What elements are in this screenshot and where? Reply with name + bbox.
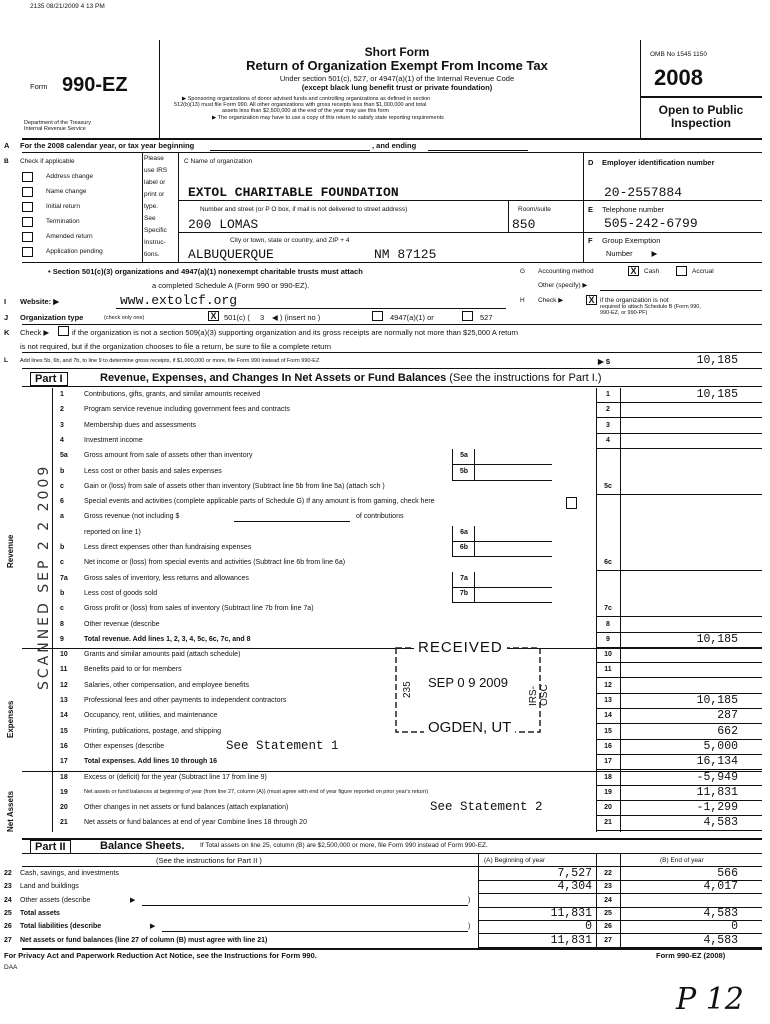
f-label: F (588, 236, 593, 245)
c-label: C Name of organization (184, 158, 253, 165)
stamp-received: RECEIVED (414, 640, 507, 656)
bs-col-b-value: 566 (717, 867, 738, 880)
line-amount: 10,185 (696, 694, 738, 707)
line-number: 6 (60, 498, 64, 505)
sub-line-ref: 7a (460, 575, 468, 582)
org-type-small: (check only one) (104, 315, 145, 321)
line-description: Gross sales of inventory, less returns and allowances (84, 575, 249, 582)
501c-insert: ◀ ) (insert no ) (272, 313, 321, 322)
line-description: Salaries, other compensation, and employee benefits (84, 682, 249, 689)
bs-line-ref: 26 (604, 923, 612, 930)
stamp-date: SEP 0 9 2009 (428, 675, 508, 690)
schedule-b-checkbox[interactable]: X (586, 295, 597, 305)
line-amount: 662 (717, 725, 738, 738)
line-amount: 5,000 (703, 740, 738, 753)
line-ref-number: 10 (604, 651, 612, 658)
bs-col-a-value: 0 (585, 920, 592, 933)
check-b-item-label: Name change (46, 188, 87, 195)
footer-form: Form 990-EZ (2008) (656, 951, 726, 960)
line-description: Program service revenue including government fees and contracts (84, 406, 290, 413)
tax-year: 2008 (654, 65, 703, 90)
line-amount: 16,134 (696, 755, 738, 768)
line-description: Less direct expenses other than fundraising expenses (84, 544, 252, 551)
bs-col-a-value: 11,831 (550, 934, 592, 947)
line-ref-number: 5c (604, 483, 612, 490)
501c-insert-value: 3 (260, 313, 265, 322)
line-description: Special events and activities (complete applicable parts of Schedule G) If any amount is from gaming, check here (84, 498, 435, 505)
note-line-4: ▶ The organization may have to use a copy of this return to satisfy state reporting requirements (212, 115, 444, 121)
h-text-2: required to attach Schedule B (Form 990, (600, 304, 701, 310)
org-name: EXTOL CHARITABLE FOUNDATION (188, 185, 399, 200)
line-l-dollar: ▶ $ (598, 357, 611, 366)
check-b-box-3[interactable] (22, 217, 33, 227)
line-ref-number: 8 (606, 621, 610, 628)
line-description: Other changes in net assets or fund balances (attach explanation) (84, 804, 289, 811)
bs-line-number: 22 (4, 870, 12, 877)
line-number: 21 (60, 819, 68, 826)
accrual-checkbox[interactable] (676, 266, 687, 276)
bs-col-a-value: 11,831 (550, 907, 592, 920)
ein-value: 20-2557884 (604, 185, 683, 200)
line-description: Total expenses. Add lines 10 through 16 (84, 758, 218, 765)
city-value: ALBUQUERQUE (188, 247, 274, 262)
please-label: Specific (144, 227, 167, 234)
bs-line-ref: 22 (604, 870, 612, 877)
527-label: 527 (480, 313, 493, 322)
line-ref-number: 4 (606, 437, 610, 444)
bs-col-a-value: 4,304 (557, 880, 592, 893)
line-ref-number: 13 (604, 697, 612, 704)
bs-line-ref: 23 (604, 883, 612, 890)
note-line-3: assets less than $2,500,000 at the end of the year may use this form (222, 108, 389, 114)
bs-line-description: Cash, savings, and investments (20, 870, 119, 877)
line-description: Gross amount from sale of assets other than inventory (84, 452, 253, 459)
line-ref-number: 2 (606, 406, 610, 413)
line-number: 7a (60, 575, 68, 582)
section-501-text: • Section 501(c)(3) organizations and 4947(a)(1) nonexempt charitable trusts must attach (48, 267, 363, 276)
bs-col-b-value: 0 (731, 920, 738, 933)
line-number: 14 (60, 712, 68, 719)
line-number: 8 (60, 621, 64, 628)
gaming-checkbox[interactable] (566, 497, 577, 509)
col-a-header: (A) Beginning of year (484, 857, 546, 864)
bs-line-number: 26 (4, 923, 12, 930)
line-description: Less cost of goods sold (84, 590, 158, 597)
bs-line-description: Land and buildings (20, 883, 79, 890)
line-number: 3 (60, 422, 64, 429)
line-description: Occupancy, rent, utilities, and maintenance (84, 712, 218, 719)
line-number: 1 (60, 391, 64, 398)
line-number: a (60, 513, 64, 520)
room-label: Room/suite (518, 206, 551, 213)
phone-value: 505-242-6799 (604, 216, 698, 231)
side-scan-stamp: SCANNED SEP 2 2 2009 (36, 463, 52, 690)
bs-line-number: 27 (4, 937, 12, 944)
line-number: b (60, 590, 65, 597)
d-label: D (588, 158, 594, 167)
4947-checkbox[interactable] (372, 311, 383, 321)
note-line-2: 512(b)(13) must file Form 990. All other organizations with gross receipts less than $1,000,000 and total (174, 102, 427, 108)
check-b-item-label: Initial return (46, 203, 80, 210)
line-l-value: 10,185 (696, 354, 738, 367)
check-b-item-label: Amended return (46, 233, 93, 240)
line-description: Contributions, gifts, grants, and similar amounts received (84, 391, 261, 398)
line-description: Gross profit or (loss) from sales of inventory (Subtract line 7b from line 7a) (84, 605, 314, 612)
line-description: Membership dues and assessments (84, 422, 197, 429)
line-description: Gross revenue (not including $ (84, 513, 180, 520)
state-zip-value: NM 87125 (374, 247, 437, 262)
line-statement-ref: See Statement 2 (430, 800, 543, 814)
other-specify-label: Other (specify) ▶ (538, 282, 588, 289)
line-number: c (60, 483, 64, 490)
line-description-b: of contributions (356, 513, 404, 520)
line-description: Printing, publications, postage, and shipping (84, 728, 221, 735)
line-number: b (60, 544, 65, 551)
form-title: Return of Organization Exempt From Income Tax (246, 58, 548, 73)
line-number: c (60, 559, 64, 566)
phone-label: Telephone number (602, 205, 665, 214)
omb-number: OMB No 1545 1150 (650, 51, 707, 58)
footer-privacy: For Privacy Act and Paperwork Reduction Act Notice, see the Instructions for Form 990. (4, 951, 317, 960)
except-text: (except black lung benefit trust or private foundation) (301, 83, 493, 92)
line-k-text3: is not required, but if the organization chooses to file a return, be sure to file a complete return (20, 342, 332, 351)
bs-line-ref: 27 (604, 937, 612, 944)
check-b-box-2[interactable] (22, 202, 33, 212)
org-type-text: Organization type (20, 313, 84, 322)
check-b-item-label: Application pending (46, 248, 103, 255)
4947-label: 4947(a)(1) or (390, 313, 434, 322)
room-value: 850 (512, 217, 536, 232)
line-ref-number: 9 (606, 636, 610, 643)
line-description: Net income or (loss) from special events and activities (Subtract line 6b from line 6a) (84, 559, 346, 566)
cash-label: Cash (644, 268, 660, 275)
line-number: 18 (60, 774, 68, 781)
h-text-3: 990-EZ, or 990-PF) (600, 310, 648, 316)
check-b-item-label: Address change (46, 173, 93, 180)
line-ref-number: 19 (604, 789, 612, 796)
line-amount: 10,185 (696, 633, 738, 646)
line-description: reported on line 1) (84, 529, 141, 536)
part2-see: (See the instructions for Part II ) (156, 856, 262, 865)
line-description: Professional fees and other payments to independent contractors (84, 697, 287, 704)
please-label: Instruc- (144, 239, 166, 246)
cash-checkbox[interactable]: X (628, 266, 639, 276)
bs-line-description: Total liabilities (describe (20, 923, 102, 930)
ein-label: Employer identification number (602, 158, 715, 167)
sub-line-ref: 6a (460, 529, 468, 536)
sub-line-ref: 6b (459, 544, 469, 551)
line-ref-number: 6c (604, 559, 612, 566)
part2-note: If Total assets on line 25, column (B) are $2,500,000 or more, file Form 990 instead of Form 990-EZ. (200, 842, 488, 849)
line-a-text: For the 2008 calendar year, or tax year beginning (20, 141, 195, 150)
bs-line-ref: 24 (604, 897, 612, 904)
part2-label: Part II (30, 840, 71, 854)
bs-line-description: Total assets (20, 910, 60, 917)
section-501-text2: a completed Schedule A (Form 990 or 990-EZ). (152, 281, 310, 290)
group-number-label: Number ▶ (606, 249, 658, 258)
check-b-title: Check if applicable (20, 158, 75, 165)
org-type-label: J (4, 313, 9, 322)
h-check-label: Check ▶ (538, 297, 564, 304)
please-label: See (144, 215, 156, 222)
line-number: 20 (60, 804, 68, 811)
bs-col-b-value: 4,583 (703, 907, 738, 920)
line-description: Other expenses (describe (84, 743, 165, 750)
line-ref-number: 1 (606, 391, 610, 398)
line-k-text: if the organization is not a section 509(a)(3) supporting organization and its gross receipts are normally not more than $25,000 A return (72, 328, 519, 337)
stamp-right: IRS-OSC (528, 684, 550, 706)
check-b-box-4[interactable] (22, 232, 33, 242)
line-description: Benefits paid to or for members (84, 666, 182, 673)
check-b-item-label: Termination (46, 218, 80, 225)
form-header (22, 18, 762, 138)
website-label: I (4, 297, 7, 306)
line-description: Gain or (loss) from sale of assets other than inventory (Subtract line 5b from line 5a) (attach sch ) (84, 483, 385, 490)
e-label: E (588, 205, 594, 214)
bs-col-a-value: 7,527 (557, 867, 592, 880)
line-description: Other revenue (describe (84, 621, 160, 628)
line-ref-number: 15 (604, 728, 612, 735)
line-a-ending: , and ending (372, 141, 417, 150)
group-label: Group Exemption (602, 236, 661, 245)
bs-col-b-value: 4,583 (703, 934, 738, 947)
part1-label: Part I (30, 372, 68, 386)
open-public-2: Inspection (670, 116, 731, 130)
part1-title: Revenue, Expenses, and Changes In Net Assets or Fund Balances (See the instructions for Part I.) (100, 372, 602, 384)
line-ref-number: 21 (604, 819, 612, 826)
line-ref-number: 11 (604, 666, 612, 673)
stamp-left: 235 (402, 681, 413, 698)
website-url[interactable]: www.extolcf.org (120, 293, 238, 308)
line-number: b (60, 468, 65, 475)
line-l-label: L (4, 357, 8, 364)
bs-col-b-value: 4,017 (703, 880, 738, 893)
line-ref-number: 18 (604, 774, 612, 781)
check-b-label: B (4, 158, 9, 165)
line-description: Investment income (84, 437, 143, 444)
please-label: type. (144, 203, 159, 210)
col-b-header: (B) End of year (660, 857, 704, 864)
line-description: Grants and similar amounts paid (attach schedule) (84, 651, 241, 658)
check-b-box-5[interactable] (22, 247, 33, 257)
check-b-box-1[interactable] (22, 187, 33, 197)
line-a-label: A (4, 141, 10, 150)
line-description: Total revenue. Add lines 1, 2, 3, 4, 5c, 6c, 7c, and 8 (84, 636, 251, 643)
check-b-box-0[interactable] (22, 172, 33, 182)
line-k-check: Check ▶ (20, 328, 50, 337)
line-amount: 287 (717, 709, 738, 722)
form-number: 990-EZ (62, 74, 128, 96)
line-number: 13 (60, 697, 68, 704)
handwritten-page-number: P 12 (676, 982, 744, 1017)
accounting-label: Accounting method (538, 268, 594, 275)
line-number: 10 (60, 651, 68, 658)
line-l-text: Add lines 5b, 6b, and 7b, to line 9 to determine gross receipts, if $1,000,000 or more, file Form 990 instead of Form 990-EZ (20, 358, 320, 364)
501c-checkbox[interactable]: X (208, 311, 219, 321)
g-label: G (520, 268, 526, 275)
line-ref-number: 14 (604, 712, 612, 719)
h-text-1: if the organization is not (600, 297, 669, 304)
open-public-1: Open to Public (658, 103, 744, 117)
side-revenue-label: Revenue (6, 534, 15, 568)
line-number: 16 (60, 743, 68, 750)
line-k-checkbox[interactable] (58, 326, 69, 336)
line-ref-number: 3 (606, 422, 610, 429)
note-line-1: ▶ Sponsoring organizations of donor advised funds and controlling organizations as defined in section (182, 96, 431, 102)
line-ref-number: 20 (604, 804, 612, 811)
line-number: 12 (60, 682, 68, 689)
under-section: Under section 501(c), 527, or 4947(a)(1) of the Internal Revenue Code (279, 74, 515, 83)
line-amount: -1,299 (696, 801, 738, 814)
website-text: Website: ▶ (20, 297, 59, 306)
line-number: 9 (60, 636, 64, 643)
line-ref-number: 7c (604, 605, 612, 612)
please-label: tions. (144, 251, 160, 258)
sub-line-ref: 5b (459, 468, 469, 475)
line-ref-number: 17 (604, 758, 612, 765)
street-label: Number and street (or P O box, if mail is not delivered to street address) (200, 206, 408, 213)
line-ref-number: 16 (604, 743, 612, 750)
h-label: H (520, 297, 525, 304)
street-value: 200 LOMAS (188, 217, 259, 232)
stamp-city: OGDEN, UT (424, 720, 515, 736)
line-statement-ref: See Statement 1 (226, 739, 339, 753)
line-number: 5a (60, 452, 68, 459)
side-expenses-label: Expenses (6, 700, 15, 738)
line-k-label: K (4, 328, 10, 337)
irs-label: Internal Revenue Service (24, 126, 86, 132)
please-label: print or (144, 191, 165, 198)
dept-label: Department of the Treasury (24, 120, 91, 126)
line-number: 4 (60, 437, 64, 444)
line-amount: 4,583 (703, 816, 738, 829)
footer-daa: DAA (4, 964, 18, 971)
please-label: label or (144, 179, 166, 186)
line-description: Net assets or fund balances at end of year Combine lines 18 through 20 (84, 819, 307, 826)
527-checkbox[interactable] (462, 311, 473, 321)
part2-title: Balance Sheets. (100, 840, 185, 852)
line-number: 19 (60, 789, 68, 796)
bs-line-ref: 25 (604, 910, 612, 917)
line-description: Excess or (deficit) for the year (Subtract line 17 from line 9) (84, 774, 267, 781)
line-number: 2 (60, 406, 64, 413)
please-label: use IRS (144, 167, 168, 174)
short-form-title: Short Form (364, 45, 430, 59)
city-label: City or town, state or country, and ZIP + 4 (230, 237, 350, 244)
line-amount: -5,949 (696, 771, 738, 784)
fax-stamp: 2135 08/21/2009 4 13 PM (30, 3, 105, 10)
sub-line-ref: 5a (460, 452, 468, 459)
bs-line-description: Net assets or fund balances (line 27 of column (B) must agree with line 21) (20, 937, 268, 944)
accrual-label: Accrual (692, 268, 714, 275)
line-description: Less cost or other basis and sales expenses (84, 468, 222, 475)
bs-line-number: 24 (4, 897, 12, 904)
line-number: 17 (60, 758, 68, 765)
sub-line-ref: 7b (459, 590, 469, 597)
line-amount: 10,185 (696, 388, 738, 401)
side-net-assets-label: Net Assets (6, 790, 15, 832)
bs-line-number: 23 (4, 883, 12, 890)
form-label: Form (30, 82, 48, 91)
501c-label: 501(c) ( (224, 313, 250, 322)
line-number: 15 (60, 728, 68, 735)
line-description: Net assets or fund balances at beginning of year (from line 27, column (A)) (must agree with end of year figure reported on prior year's return) (84, 789, 429, 795)
line-ref-number: 12 (604, 682, 612, 689)
please-label: Please (144, 155, 164, 162)
line-number: 11 (60, 666, 68, 673)
bs-line-number: 25 (4, 910, 12, 917)
line-number: c (60, 605, 64, 612)
line-amount: 11,831 (696, 786, 738, 799)
received-stamp (388, 640, 548, 740)
bs-line-description: Other assets (describe (20, 897, 91, 904)
